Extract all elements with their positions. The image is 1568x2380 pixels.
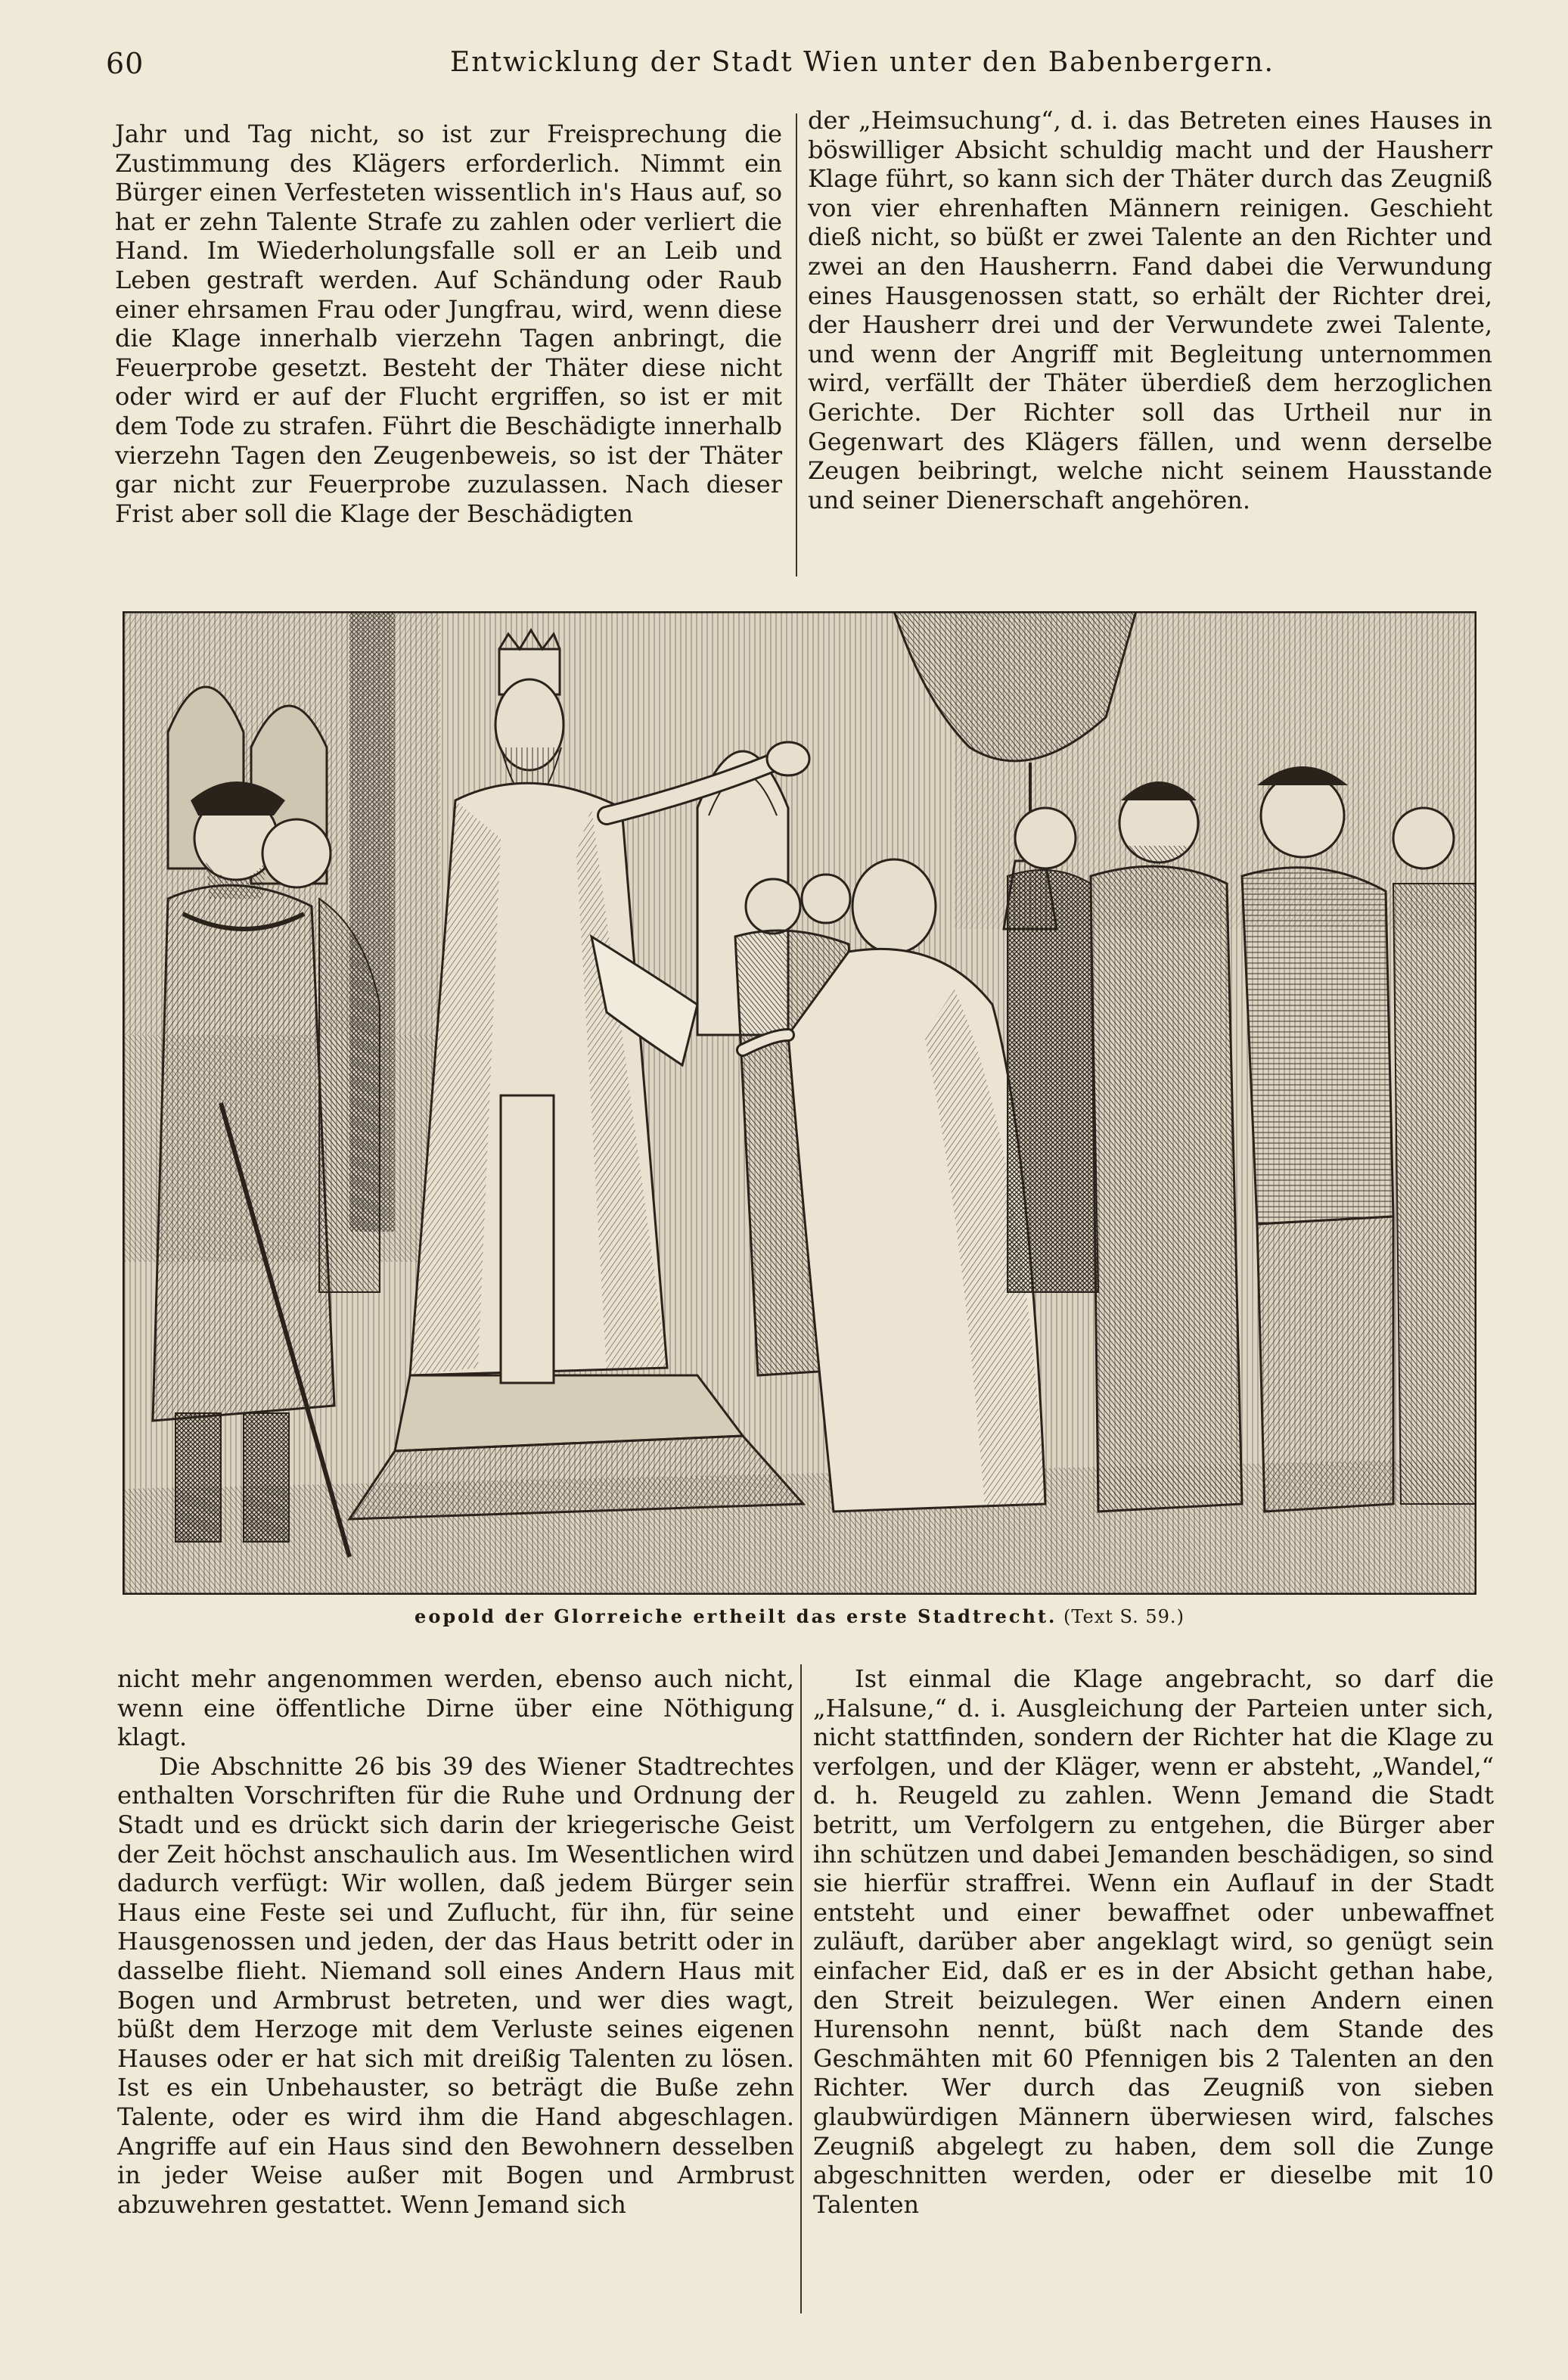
column-rule-top xyxy=(796,113,797,576)
running-title: Entwicklung der Stadt Wien unter den Babenbergern. xyxy=(450,47,1275,78)
illustration-caption xyxy=(123,1605,1476,1627)
paragraph: der „Heimsuchung“, d. i. das Betreten eines Hauses in böswilliger Absicht schuldig macht und der Hausherr Klage führt, so kann sich der Thäter durch das Zeugniß von vier ehrenhaften Männern reinigen. Geschieht dieß nicht, so büßt er zwei Talente an den Richter und zwei an den Hausherrn. Fand dabei die Verwundung eines Hausgenossen statt, so erhält der Richter drei, der Hausherr drei und der Verwundete zwei Talente, und wenn der Angriff mit Begleitung unternommen wird, verfällt der Thäter überdieß dem herzoglichen Gerichte. Der Richter soll das Urtheil nur in Gegenwart des Klägers fällen, und wenn derselbe Zeugen beibringt, welche nicht seinem Hausstande und seiner Dienerschaft angehören. xyxy=(808,106,1492,514)
text-column-bottom-right xyxy=(813,1664,1494,2219)
running-head xyxy=(106,47,1528,85)
text-column-top-right xyxy=(808,106,1492,514)
paragraph: Die Abschnitte 26 bis 39 des Wiener Stadtrechtes enthalten Vorschriften für die Ruhe und Ordnung der Stadt und es drückt sich darin der kriegerische Geist der Zeit höchst anschaulich aus. Im Wesentlichen wird dadurch verfügt: Wir wollen, daß jedem Bürger sein Haus eine Feste sei und Zuflucht, für ihn, für seine Hausgenossen und jeden, der das Haus betritt oder in dasselbe flieht. Niemand soll eines Andern Haus mit Bogen und Armbrust betreten, und wer dies wagt, büßt dem Herzoge mit dem Verluste seines eigenen Hauses oder er hat sich mit dreißig Talenten zu lösen. Ist es ein Unbehauster, so beträgt die Buße zehn Talente, oder es wird ihm die Hand abgeschlagen. Angriffe auf ein Haus sind den Bewohnern desselben in jeder Weise außer mit Bogen und Armbrust abzuwehren gestattet. Wenn Jemand sich xyxy=(117,1751,794,2219)
text-column-bottom-left xyxy=(117,1664,794,2219)
caption-main: eopold der Glorreiche ertheilt das erste Stadtrecht. xyxy=(415,1605,1057,1627)
page-number: 60 xyxy=(106,47,144,80)
text-column-top-left xyxy=(115,120,782,528)
paragraph: nicht mehr angenommen werden, ebenso auch nicht, wenn eine öffentliche Dirne über eine Nöthigung klagt. xyxy=(117,1664,794,1752)
caption-reference: (Text S. 59.) xyxy=(1063,1606,1185,1627)
paragraph: Ist einmal die Klage angebracht, so darf die „Halsune,“ d. i. Ausgleichung der Parteien unter sich, nicht stattfinden, sondern der Richter hat die Klage zu verfolgen, und der Kläger, wenn er absteht, „Wandel,“ d. h. Reugeld zu zahlen. Wenn Jemand die Stadt betritt, um Verfolgern zu entgehen, die Bürger aber ihn schützen und dabei Jemanden beschädigen, so sind sie hierfür straffrei. Wenn ein Auflauf in der Stadt entsteht und einer bewaffnet oder unbewaffnet zuläuft, darüber aber angeklagt wird, so genügt sein einfacher Eid, daß er es in der Absicht gethan habe, den Streit beizulegen. Wer einen Andern einen Hurensohn nennt, büßt nach dem Stande des Geschmähten mit 60 Pfennigen bis 2 Talenten an den Richter. Wer durch das Zeugniß von sieben glaubwürdigen Männern überwiesen wird, falsches Zeugniß abgelegt zu haben, dem soll die Zunge abgeschnitten werden, oder er dieselbe mit 10 Talenten xyxy=(813,1664,1494,2219)
paragraph: Jahr und Tag nicht, so ist zur Freisprechung die Zustimmung des Klägers erforderlich. Nimmt ein Bürger einen Verfesteten wissentlich in's Haus auf, so hat er zehn Talente Strafe zu zahlen oder verliert die Hand. Im Wiederholungsfalle soll er an Leib und Leben gestraft werden. Auf Schändung oder Raub einer ehrsamen Frau oder Jungfrau, wird, wenn diese die Klage innerhalb vierzehn Tagen anbringt, die Feuerprobe gesetzt. Besteht der Thäter diese nicht oder wird er auf der Flucht ergriffen, so ist er mit dem Tode zu strafen. Führt die Beschädigte innerhalb vierzehn Tagen den Zeugenbeweis, so ist der Thäter gar nicht zur Feuerprobe zuzulassen. Nach dieser Frist aber soll die Klage der Beschädigten xyxy=(115,120,782,528)
column-rule-bottom xyxy=(800,1664,802,2313)
engraving-illustration xyxy=(123,611,1476,1595)
